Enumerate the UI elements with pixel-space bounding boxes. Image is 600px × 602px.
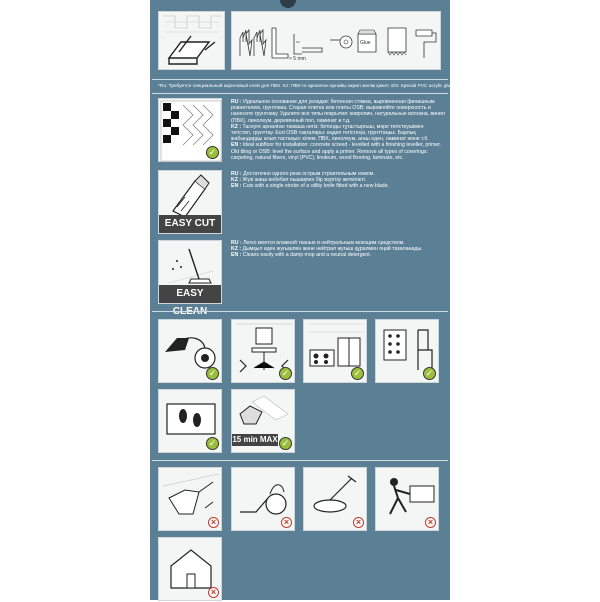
kz-tag: KZ : bbox=[231, 123, 242, 130]
kz-tag: KZ : bbox=[231, 177, 242, 184]
subfloor-card bbox=[158, 98, 222, 162]
cross-icon: × bbox=[208, 517, 219, 528]
chair-card bbox=[231, 319, 295, 383]
en-tag: EN : bbox=[231, 252, 242, 259]
divider bbox=[152, 460, 448, 461]
roller-icon bbox=[232, 12, 442, 71]
check-icon: ✓ bbox=[206, 437, 219, 450]
furniture-card bbox=[375, 319, 439, 383]
subfloor-en: Ideal subfloor for installation: concrete screed - levelled with a finishing leveller, primer. Old tiling or OSB: level the surface and apply a primer. Remove all types of coverings: carpeting, natural fibers, vinyl (PVC), linoleum, wood flooring, laminate, etc. bbox=[231, 142, 442, 161]
kz-tag: KZ : bbox=[231, 246, 242, 253]
cut-kz: Жүзі жаңа өнбебап пышақпен бір жүргізу жеткілікті. bbox=[242, 177, 367, 184]
cross-icon: × bbox=[425, 517, 436, 528]
subfloor-kz: Тасеуге арналған тамаша негіз: бетонды тұтастырғыш, мәре тегістеушімен тегістеп, грунттау. Ескі OSB тақталары: өңдеп тегістеңіз, грунттаңыз. Барлық жабындарды алып тастаңыз: кілем, ПВХ, линолеум, ағаш еден, ламинат және т.б. bbox=[231, 123, 429, 143]
clean-kz: Дымқыл еден жуғышпен және нейтрал жуғыш құралмен оңай тазаланады. bbox=[242, 246, 423, 253]
subfloor-ru: Идеальное основание для укладки: бетонная стяжка, выровненная финишным ровнителем, грунтовка. Старая плитка или плиты OSB: выровняйте поверхность и нанесите грунтовку. Удалите все типы покрытия: ковролин, натуральные волокна, винил (ПВХ), линолеум, деревянный пол, ламинат и т.д. bbox=[231, 99, 445, 124]
gap-label: > 5 mm bbox=[289, 56, 306, 62]
push-card bbox=[375, 467, 439, 531]
divider bbox=[152, 311, 448, 312]
ru-tag: RU : bbox=[231, 240, 242, 246]
steam-vacuum-card bbox=[231, 467, 295, 531]
check-icon: ✓ bbox=[206, 367, 219, 380]
subfloor-text bbox=[231, 99, 445, 165]
cross-icon: × bbox=[208, 587, 219, 598]
easy-cut-label: EASY CUT bbox=[159, 215, 221, 233]
stairs-tool-icon bbox=[159, 12, 226, 71]
cut-ru: Достаточно одного реза острым строительным ножом. bbox=[243, 171, 375, 177]
easy-cut-card bbox=[158, 170, 222, 234]
check-icon: ✓ bbox=[423, 367, 436, 380]
check-icon: ✓ bbox=[351, 367, 364, 380]
divider bbox=[152, 79, 448, 80]
wipe-time-card bbox=[231, 389, 295, 453]
ru-tag: RU : bbox=[231, 171, 242, 177]
house-card bbox=[158, 537, 222, 601]
tools-card bbox=[231, 11, 441, 70]
check-icon: ✓ bbox=[206, 146, 219, 159]
doormat-card bbox=[158, 389, 222, 453]
glue-label: Glue bbox=[360, 40, 371, 46]
vacuum-card bbox=[158, 319, 222, 383]
cut-en: Cuts with a single stroke of a utility knife fitted with a new blade. bbox=[242, 183, 390, 190]
cross-icon: × bbox=[281, 517, 292, 528]
glue-note: *Ru: Требуется специальный акриловый клей для ПВХ. Kz: ПВХ-ге арналған арнайы акрил желім қажет. EN: Special PVC acrylic glue only bbox=[158, 84, 463, 89]
stairs-tool-card bbox=[158, 11, 225, 70]
time-label: 15 min MAX bbox=[232, 435, 278, 444]
cross-icon: × bbox=[353, 517, 364, 528]
clean-en: Cleans easily with a damp mop and a neutral detergent. bbox=[242, 252, 372, 259]
clean-ru: Легко моется влажной тканью и нейтральным моющим средством. bbox=[243, 240, 405, 246]
check-icon: ✓ bbox=[279, 367, 292, 380]
cut-text bbox=[231, 171, 445, 190]
en-tag: EN : bbox=[231, 142, 242, 149]
check-icon: ✓ bbox=[279, 437, 292, 450]
polisher-card bbox=[303, 467, 367, 531]
easy-clean-card bbox=[158, 240, 222, 304]
cleaner-card bbox=[158, 467, 222, 531]
en-tag: EN : bbox=[231, 183, 242, 190]
divider bbox=[152, 93, 448, 94]
ru-tag: RU : bbox=[231, 99, 242, 105]
kitchen-card bbox=[303, 319, 367, 383]
easy-clean-label: EASY bbox=[159, 285, 221, 303]
clean-text bbox=[231, 240, 445, 259]
